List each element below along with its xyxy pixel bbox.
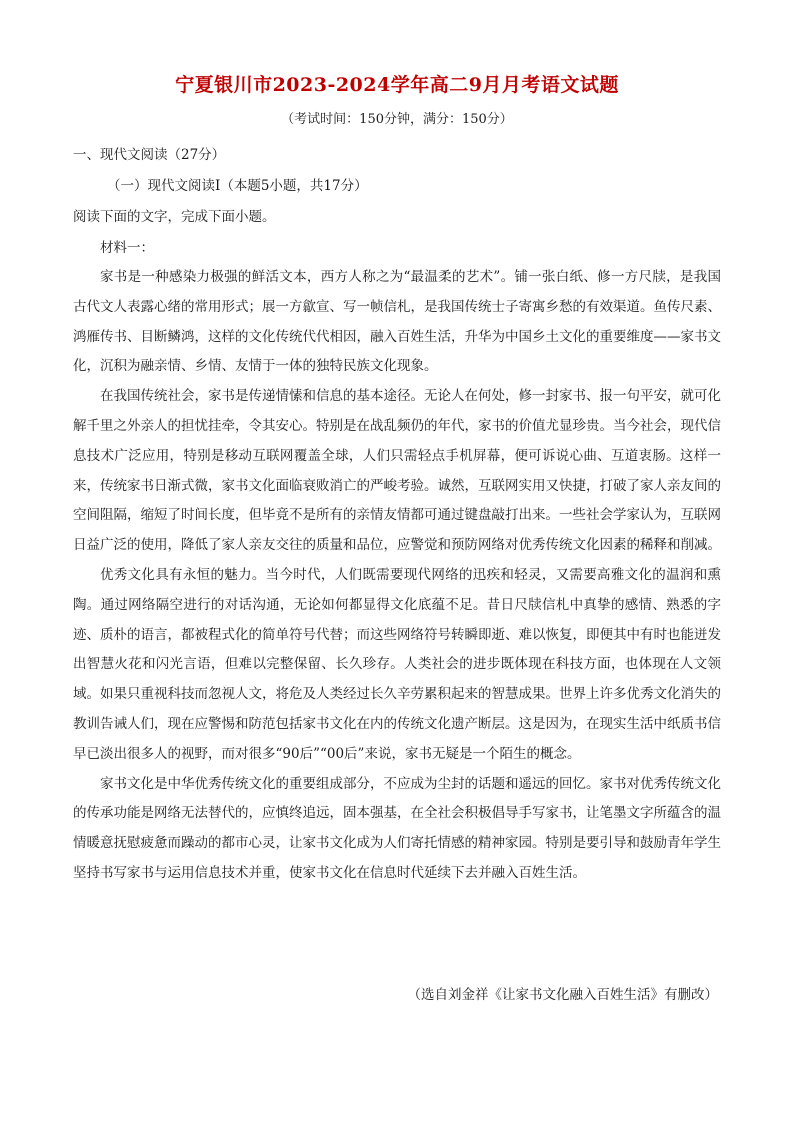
reading-instruction: 阅读下面的文字，完成下面小题。 — [73, 209, 276, 225]
material-label: 材料一： — [100, 240, 154, 256]
paragraph: 家书文化是中华优秀传统文化的重要组成部分，不应成为尘封的话题和遥远的回忆。家书对优秀传统文化的传承功能是网络无法替代的，应慎终追远，固本强基，在全社会积极倡导手写家书，让笔墨文字所蕴含的温情暖意抚慰疲惫而躁动的都市心灵，让家书文化成为人们寄托情感的精神家园。特别是要引导和鼓励青年学生坚持书写家书与运用信息技术并重，使家书文化在信息时代延续下去并融入百姓生活。 — [73, 775, 721, 881]
exam-info: （考试时间：150分钟，满分：150分） — [281, 112, 513, 127]
subsection-heading: （一）现代文阅读Ⅰ（本题5小题，共17分） — [107, 178, 368, 194]
paragraph: 在我国传统社会，家书是传递情愫和信息的基本途径。无论人在何处，修一封家书、报一句平安，就可化解千里之外亲人的担忧挂牵，令其安心。特别是在战乱频仍的年代，家书的价值尤显珍贵。当今社会，现代信息技术广泛应用，特别是移动互联网覆盖全球，人们只需轻点手机屏幕，便可诉说心曲、互道衷肠。这样一来，传统家书日渐式微，家书文化面临衰败消亡的严峻考验。诚然，互联网实用又快捷，打破了家人亲友间的空间阻隔，缩短了时间长度，但毕竟不是所有的亲情友情都可通过键盘敲打出来。一些社会学家认为，互联网日益广泛的使用，降低了家人亲友交往的质量和品位，应警觉和预防网络对优秀传统文化因素的稀释和削减。 — [73, 388, 721, 554]
paragraph: 家书是一种感染力极强的鲜活文本，西方人称之为“最温柔的艺术”。铺一张白纸、修一方尺牍，是我国古代文人表露心绪的常用形式；展一方歙宣、写一帧信札，是我国传统士子寄寓乡愁的有效渠道。鱼传尺素、鸿雁传书、目断鳞鸿，这样的文化传统代代相因，融入百姓生活，升华为中国乡土文化的重要维度——家书文化，沉积为融亲情、乡情、友情于一体的独特民族文化现象。 — [73, 269, 721, 375]
source-citation: （选自刘金祥《让家书文化融入百姓生活》有删改） — [407, 987, 718, 1003]
section-heading: 一、现代文阅读（27分） — [73, 147, 226, 163]
paragraph: 优秀文化具有永恒的魅力。当今时代，人们既需要现代网络的迅疾和轻灵，又需要高雅文化的温润和熏陶。通过网络隔空进行的对话沟通，无论如何都显得文化底蕴不足。昔日尺牍信札中真挚的感情、熟悉的字迹、质朴的语言，都被程式化的简单符号代替；而这些网络符号转瞬即逝、难以恢复，即便其中有时也能迸发出智慧火花和闪光言语，但难以完整保留、长久珍存。人类社会的进步既体现在科技方面，也体现在人文领域。如果只重视科技而忽视人文，将危及人类经过长久辛劳累积起来的智慧成果。世界上许多优秀文化消失的教训告诫人们，现在应警惕和防范包括家书文化在内的传统文化遗产断层。这是因为，在现实生活中纸质书信早已淡出很多人的视野，而对很多“90后”“00后”来说，家书无疑是一个陌生的概念。 — [73, 566, 721, 762]
passage-body — [73, 263, 721, 889]
exam-title: 宁夏银川市2023-2024学年高二9月月考语文试题 — [175, 74, 619, 96]
